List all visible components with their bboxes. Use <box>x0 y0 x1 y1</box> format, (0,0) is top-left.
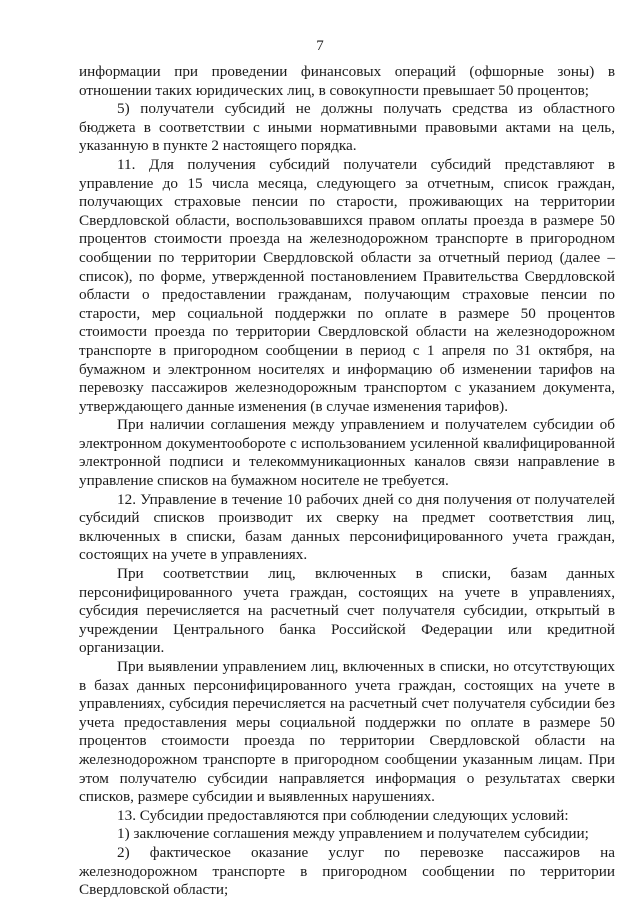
paragraph-clause-11: 11. Для получения субсидий получатели субсидий представляют в управление до 15 числа месяца, следующего за отчетным, список граждан, получающих страховые пенсии по старости, проживающих на территории Свердловской области, воспользовавшихся правом оплаты проезда в размере 50 процентов стоимости проезда на железнодорожном транспорте в пригородном сообщении по территории Свердловской области за отчетный период (далее – список), по форме, утвержденной постановлением Правительства Свердловской области о предоставлении гражданам, получающим страховые пенсии по старости, мер социальной поддержки по оплате в размере 50 процентов стоимости проезда по территории Свердловской области на железнодорожном транспорте в пригородном сообщении в период с 1 апреля по 31 октября, на бумажном и электронном носителях и информацию об изменении тарифов на перевозку пассажиров железнодорожным транспортом с указанием документа, утверждающего данные изменения (в случае изменения тарифов). <box>79 155 615 415</box>
page-number: 7 <box>316 38 324 54</box>
paragraph-non-compliance: При выявлении управлением лиц, включенных в списки, но отсутствующих в базах данных персонифицированного учета граждан, состоящих на учете в управлениях, субсидия перечисляется на расчетный счет получателя субсидии без учета предоставления меры социальной поддержки по оплате в размере 50 процентов стоимости проезда по территории Свердловской области на железнодорожном транспорте в пригородном сообщении указанным лицам. При этом получателю субсидии направляется информация о результатах сверки списков, размере субсидии и выявленных нарушениях. <box>79 658 615 806</box>
paragraph-condition-2: 2) фактическое оказание услуг по перевозке пассажиров на железнодорожном транспорте в пригородном сообщении по территории Свердловской области; <box>79 843 615 899</box>
document-body <box>79 63 615 900</box>
paragraph-clause-13: 13. Субсидии предоставляются при соблюдении следующих условий: <box>117 806 569 824</box>
paragraph-offshore-continuation: информации при проведении финансовых операций (офшорные зоны) в отношении таких юридических лиц, в совокупности превышает 50 процентов; <box>79 63 615 99</box>
paragraph-condition-1: 1) заключение соглашения между управлением и получателем субсидии; <box>117 825 589 843</box>
paragraph-item-5: 5) получатели субсидий не должны получать средства из областного бюджета в соответствии с иными нормативными правовыми актами на цель, указанную в пункте 2 настоящего порядка. <box>79 100 615 155</box>
paragraph-electronic-workflow: При наличии соглашения между управлением и получателем субсидии об электронном документообороте с использованием усиленной квалифицированной электронной подписи и телекоммуникационных каналов связи направление в управление списков на бумажном носителе не требуется. <box>79 416 615 490</box>
paragraph-compliance: При соответствии лиц, включенных в списки, базам данных персонифицированного учета граждан, состоящих на учете в управлениях, субсидия перечисляется на расчетный счет получателя субсидии, открытый в учреждении Центрального банка Российской Федерации или кредитной организации. <box>79 565 615 657</box>
paragraph-clause-12: 12. Управление в течение 10 рабочих дней со дня получения от получателей субсидий списков производит их сверку на предмет соответствия лиц, включенных в списки, базам данных персонифицированного учета граждан, состоящих на учете в управлениях. <box>79 490 615 564</box>
